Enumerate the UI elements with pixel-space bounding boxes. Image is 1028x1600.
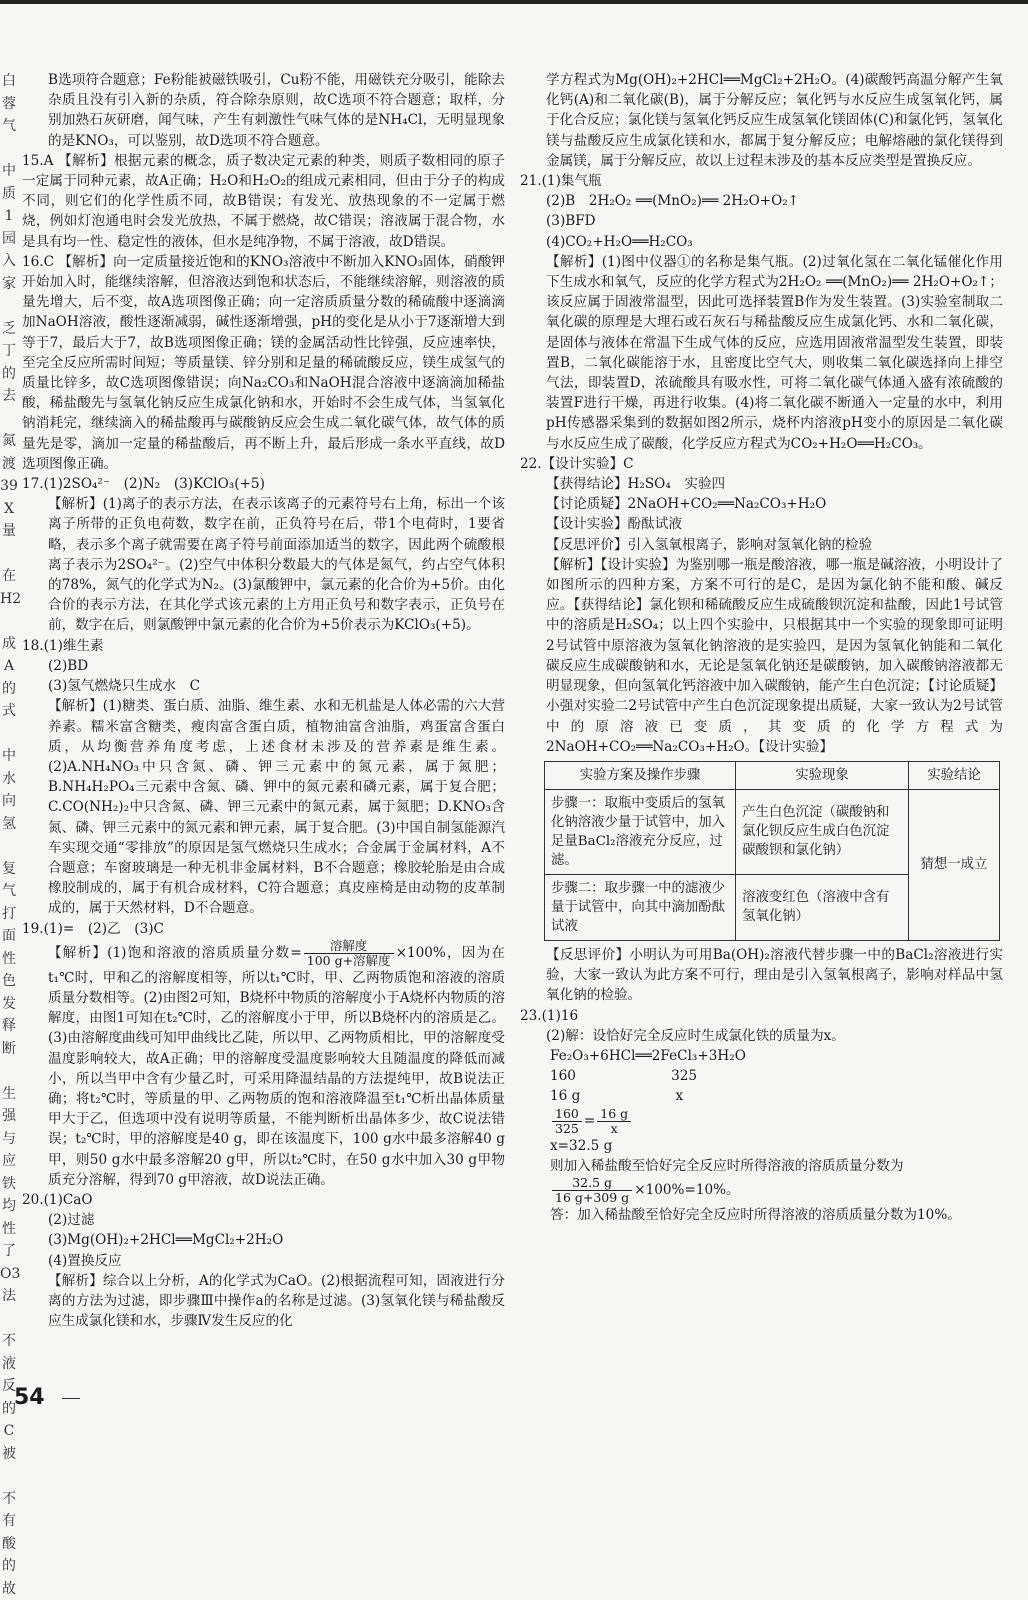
- gutter-char: A: [0, 655, 18, 678]
- gutter-char: [0, 138, 18, 161]
- page-number: 54: [14, 1385, 45, 1410]
- q20-explanation: 【解析】综合以上分析，A的化学式为CaO。(2)根据流程可知，固液进行分离的方法为过滤，即步骤Ⅲ中操作a的名称是过滤。(3)氢氧化镁与稀盐酸反应生成氯化镁和水，步骤Ⅳ发生反应的化: [22, 1271, 505, 1332]
- gutter-char: 打: [0, 903, 18, 926]
- gutter-char: 生: [0, 1083, 18, 1106]
- gutter-char: 质: [0, 183, 18, 206]
- gutter-char: 色: [0, 970, 18, 993]
- left-column: [22, 70, 505, 1331]
- table-cell-conclusion: 猜想一成立: [908, 789, 999, 940]
- q21-answer-1: 21.(1)集气瓶: [520, 171, 1003, 191]
- gutter-char: 复: [0, 858, 18, 881]
- gutter-char: 了: [0, 1240, 18, 1263]
- gutter-char: 渡: [0, 453, 18, 476]
- gutter-char: 入: [0, 250, 18, 273]
- gutter-char: 反: [0, 1375, 18, 1398]
- gutter-char: 去: [0, 385, 18, 408]
- q18-answer-1: 18.(1)维生素: [22, 636, 505, 656]
- gutter-char: [0, 610, 18, 633]
- q21-explanation: 【解析】(1)图中仪器①的名称是集气瓶。(2)过氧化氢在二氧化锰催化作用下生成水和氧气，反应的化学方程式为2H₂O₂ ══(MnO₂)══ 2H₂O+O₂↑；该反应属于固液常温型，因此可选择装置B作为发生装置。(3)实验室制取二氧化碳的原理是大理石或石灰石与稀盐酸反应生成氯化钙、水和二氧化碳，是固体与液体在常温下生成气体的反应，应选用固液常温型发生装置，即装置B，二氧化碳能溶于水，且密度比空气大，则收集二氧化碳选择向上排空气法，即装置D，浓硫酸具有吸水性，可将二氧化碳气体通入盛有浓硫酸的装置F进行干燥，再进行收集。(4)将二氧化碳不断通入一定量的水中，利用pH传感器采集到的数据如图2所示，烧杯内溶液pH变小的原因是二氧化碳与水反应生成了碳酸，化学反应方程式为CO₂+H₂O══H₂CO₃。: [520, 252, 1003, 454]
- gutter-char: [0, 1465, 18, 1488]
- q22-answer-4: 【设计实验】酚酞试液: [520, 514, 1003, 534]
- gutter-char: 铁: [0, 1173, 18, 1196]
- gutter-char: 不: [0, 1488, 18, 1511]
- gutter-char: [0, 295, 18, 318]
- q23-final-answer: 答：加入稀盐酸至恰好完全反应时所得溶液的溶质质量分数为10%。: [520, 1205, 1003, 1225]
- table-header: 实验方案及操作步骤: [545, 761, 736, 789]
- gutter-char: [0, 835, 18, 858]
- q19-explanation: [22, 939, 505, 1190]
- frac-den: x: [597, 1122, 631, 1136]
- gutter-char: C: [0, 1420, 18, 1443]
- q21-answer-2: (2)B 2H₂O₂ ══(MnO₂)══ 2H₂O+O₂↑: [520, 191, 1003, 211]
- q20-continuation: 学方程式为Mg(OH)₂+2HCl══MgCl₂+2H₂O。(4)碳酸钙高温分解产生氧化钙(A)和二氧化碳(B)，属于分解反应；氧化钙与水反应生成氢氧化钙，属于化合反应；氯化镁与氢氧化钙反应生成氢氧化镁固体(C)和氯化钙，氢氧化镁与盐酸反应生成氯化镁和水，都属于复分解反应；电解熔融的氯化镁得到金属镁，属于分解反应，故以上过程未涉及的基本反应类型是置换反应。: [520, 70, 1003, 171]
- q20-answer-3: (3)Mg(OH)₂+2HCl══MgCl₂+2H₂O: [22, 1230, 505, 1250]
- q16-answer: 16.C 【解析】向一定质量接近饱和的KNO₃溶液中不断加入KNO₃固体，硝酸钾开始加入时，能继续溶解，但溶液达到饱和状态后，不能继续溶解，则溶液的质量先增大，后不变，故A选项图像正确；向一定溶质质量分数的稀硫酸中逐滴滴加NaOH溶液，酸性逐渐减弱，碱性逐渐增强，pH的变化是从小于7逐渐增大到等于7，最后大于7，故B选项图像正确；镁的金属活动性比锌强，反应速率快，至完全反应所需时间短；等质量镁、锌分别和足量的稀硫酸反应，镁生成氢气的质量比锌多，故C选项图像错误；向Na₂CO₃和NaOH混合溶液中逐滴滴加稀盐酸，稀盐酸先与氢氧化钠反应生成氯化钠和水，开始时不会生成气体，当氢氧化钠消耗完，继续滴入的稀盐酸再与碳酸钠反应会生成二氧化碳气体，故气体的质量先是零，滴加一定量的稀盐酸后，再不断上升，最后形成一条水平直线，故D选项图像正确。: [22, 252, 505, 474]
- q15-answer: 15.A 【解析】根据元素的概念，质子数决定元素的种类，则质子数相同的原子一定属于同种元素，故A正确；H₂O和H₂O₂的组成元素相同，但由于分子的构成不同，则它们的化学性质不同，故B错误；有发光、放热现象的不一定属于燃烧，例如灯泡通电时会发光放热，不属于燃烧，故C错误；溶液属于混合物，水是具有均一性、稳定性的液体，但水是纯净物，不属于溶液，故D错误。: [22, 151, 505, 252]
- q23-proportion: $\frac{160}{325}$ = $\frac{16 g}{x}$: [520, 1107, 1003, 1136]
- q22-explanation: 【解析】【设计实验】为鉴别哪一瓶是酸溶液，哪一瓶是碱溶液，小明设计了如图所示的四种方案，方案不可行的是C，是因为氯化钠不能和酸、碱反应。【获得结论】氯化钡和稀硫酸反应生成硫酸钡沉淀和盐酸，因此1号试管中的溶质是H₂SO₄；以上四个实验中，只根据其中一个实验的现象即可证明2号试管中原溶液为氢氧化钠溶液的是实验四，是因为氢氧化钠能和二氧化碳反应生成碳酸钠和水，无论是氢氧化钠还是碳酸钠，加入碳酸钠溶液都无明显现象，但向氢氧化钙溶液中加入碳酸钠，能产生白色沉淀；【讨论质疑】小强对实验二2号试管中产生白色沉淀现象提出质疑，大家一致认为2号试管中的原溶液已变质，其变质的化学方程式为2NaOH+CO₂══Na₂CO₃+H₂O。【设计实验】: [520, 555, 1003, 757]
- q23-result-text: ×100%=10%。: [634, 1182, 739, 1198]
- gutter-char: 的: [0, 363, 18, 386]
- gutter-char: O3: [0, 1263, 18, 1286]
- gutter-char: 故: [0, 1578, 18, 1600]
- frac-num: 16 g: [597, 1107, 631, 1122]
- q23-equation: Fe₂O₃+6HCl══2FeCl₃+3H₂O: [520, 1046, 1003, 1066]
- table-header: 实验结论: [908, 761, 999, 789]
- q18-explanation: 【解析】(1)糖类、蛋白质、油脂、维生素、水和无机盐是人体必需的六大营养素。糯米富含糖类，瘦肉富含蛋白质，植物油富含油脂，鸡蛋富含蛋白质，从均衡营养角度考虑，上述食材未涉及的营养素是维生素。(2)A.NH₄NO₃中只含氮、磷、钾三元素中的氮元素，属于氮肥；B.NH₄H₂PO₄三元素中含氮、磷、钾中的氮元素和磷元素，属于复合肥；C.CO(NH₂)₂中只含氮、磷、钾三元素中的氮元素，属于氮肥；D.KNO₃含氮、磷、钾三元素中的氮元素和钾元素，属于复合肥。(3)中国自制氢能源汽车实现交通“零排放”的原因是氢气燃烧只生成水；合金属于金属材料，A不合题意；车窗玻璃是一种无机非金属材料，B不合题意；橡胶轮胎是由合成橡胶制成的，属于有机合成材料，C符合题意；真皮座椅是由动物的皮革制成的，属于天然材料，D不合题意。: [22, 696, 505, 918]
- gutter-char: [0, 408, 18, 431]
- gutter-char: 性: [0, 948, 18, 971]
- gutter-char: 水: [0, 768, 18, 791]
- q23-x-value: x=32.5 g: [520, 1136, 1003, 1156]
- q23-answer-1: 23.(1)16: [520, 1006, 1003, 1026]
- gutter-char: 39: [0, 475, 18, 498]
- gutter-char: 的: [0, 1398, 18, 1421]
- q19-frac-num: 溶解度: [304, 939, 394, 954]
- table-header: 实验现象: [736, 761, 909, 789]
- experiment-table: [544, 761, 1000, 941]
- gutter-char: 园: [0, 228, 18, 251]
- table-cell-step: 步骤一：取瓶中变质后的氢氧化钠溶液少量于试管中，加入足量BaCl₂溶液充分反应，过滤。: [545, 789, 736, 874]
- q22-reflection: 【反思评价】小明认为可用Ba(OH)₂溶液代替步骤一中的BaCl₂溶液进行实验，大家一致认为此方案不可行，理由是引入氢氧根离子，影响对样品中氢氧化钠的检验。: [520, 945, 1003, 1006]
- gutter-char: 强: [0, 1105, 18, 1128]
- gutter-char: 不: [0, 1330, 18, 1353]
- gutter-char: 被: [0, 1443, 18, 1466]
- gutter-char: X: [0, 498, 18, 521]
- q18-answer-2: (2)BD: [22, 656, 505, 676]
- table-cell-phenomenon: 溶液变红色（溶液中含有氢氧化钠）: [736, 874, 909, 940]
- q20-answer-1: 20.(1)CaO: [22, 1190, 505, 1210]
- q19-fraction: [304, 939, 394, 968]
- gutter-char: 1: [0, 205, 18, 228]
- q23-frac-left: [552, 1107, 582, 1136]
- frac-den: 16 g+309 g: [552, 1191, 632, 1205]
- q23-then: 则加入稀盐酸至恰好完全反应时所得溶液的溶质质量分数为: [520, 1156, 1003, 1176]
- q22-answer-1: 22.【设计实验】C: [520, 454, 1003, 474]
- q18-answer-3: (3)氢气燃烧只生成水 C: [22, 676, 505, 696]
- gutter-char: 成: [0, 633, 18, 656]
- gutter-char: 法: [0, 1285, 18, 1308]
- gutter-char: 有: [0, 1510, 18, 1533]
- q19-frac-den: 100 g+溶解度: [304, 954, 394, 968]
- gutter-char: 氮: [0, 430, 18, 453]
- q20-answer-2: (2)过滤: [22, 1210, 505, 1230]
- gutter-char: 酸: [0, 1533, 18, 1556]
- q19-exp-b: ×100%，因为在t₁℃时，甲和乙的溶解度相等，所以t₁℃时，甲、乙两物质饱和溶液的溶质质量分数相等。(2)由图2可知，B烧杯中物质的溶解度小于A烧杯内物质的溶解度，由图1可知在t₂℃时，乙的溶解度小于甲，所以B烧杯内的溶质是乙。(3)由溶解度曲线可知甲曲线比乙陡，所以甲、乙两物质相比，甲的溶解度受温度影响较大，故A正确；甲的溶解度受温度影响较大且随温度的降低而减小，所以当甲中含有少量乙时，可采用降温结晶的方法提纯甲，故B说法正确；将t₂℃时，等质量的甲、乙两物质的饱和溶液降温至t₁℃析出晶体质量甲大于乙，但选项中没有说明等质量，不能判断析出晶体多少，故C说法错误；t₂℃时，甲的溶解度是40 g，即在该温度下，100 g水中最多溶解40 g甲，则50 g水中最多溶解20 g甲，所以t₂℃时，在50 g水中加入30 g甲物质充分溶解，得到70 g甲溶液，故D说法正确。: [48, 945, 505, 1188]
- gutter-char: [0, 1060, 18, 1083]
- gutter-char: 中: [0, 160, 18, 183]
- gutter-char: 均: [0, 1195, 18, 1218]
- gutter-char: 丁: [0, 340, 18, 363]
- gutter-char: 的: [0, 678, 18, 701]
- gutter-char: 式: [0, 700, 18, 723]
- q23-mass-1: 160 325: [520, 1066, 1003, 1086]
- q21-answer-4: (4)CO₂+H₂O══H₂CO₃: [520, 232, 1003, 252]
- frac-den: 325: [552, 1122, 582, 1136]
- q14-continuation: B选项符合题意；Fe粉能被磁铁吸引，Cu粉不能，用磁铁充分吸引，能除去杂质且没有引入新的杂质，符合除杂原则，故C选项不符合题意；取样，分别加熟石灰研磨，闻气味，产生有刺激性气味气体的是NH₄Cl，无明显现象的是KNO₃，可以鉴别，故D选项不符合题意。: [22, 70, 505, 151]
- gutter-char: 释: [0, 1015, 18, 1038]
- q22-answer-3: 【讨论质疑】2NaOH+CO₂══Na₂CO₃+H₂O: [520, 494, 1003, 514]
- page-number-dash: [62, 1398, 80, 1399]
- gutter-char: 的: [0, 1555, 18, 1578]
- q17-answer: 17.(1)2SO₄²⁻ (2)N₂ (3)KClO₃(+5): [22, 474, 505, 494]
- frac-num: 160: [552, 1107, 582, 1122]
- left-gutter-text: [0, 70, 18, 1390]
- q21-answer-3: (3)BFD: [520, 211, 1003, 231]
- gutter-char: 氢: [0, 813, 18, 836]
- frac-num: 32.5 g: [552, 1176, 632, 1191]
- gutter-char: 断: [0, 1038, 18, 1061]
- gutter-char: 气: [0, 115, 18, 138]
- gutter-char: 蓉: [0, 93, 18, 116]
- table-header-row: [545, 761, 1000, 789]
- q22-answer-2: 【获得结论】H₂SO₄ 实验四: [520, 474, 1003, 494]
- q23-mass-2: 16 g x: [520, 1086, 1003, 1106]
- q23-frac-right: [597, 1107, 631, 1136]
- q23-answer-2: (2)解：设恰好完全反应时生成氯化铁的质量为x。: [520, 1026, 1003, 1046]
- gutter-char: 向: [0, 790, 18, 813]
- gutter-char: 液: [0, 1353, 18, 1376]
- gutter-char: 量: [0, 520, 18, 543]
- q19-answer: 19.(1)= (2)乙 (3)C: [22, 919, 505, 939]
- q23-frac-result: [552, 1176, 632, 1205]
- gutter-char: 在: [0, 565, 18, 588]
- gutter-char: [0, 543, 18, 566]
- q23-result: [520, 1176, 1003, 1205]
- gutter-char: H2: [0, 588, 18, 611]
- table-cell-step: 步骤二：取步骤一中的滤液少量于试管中，向其中滴加酚酞试液: [545, 874, 736, 940]
- q19-exp-a: 【解析】(1)饱和溶液的溶质质量分数=: [48, 945, 302, 961]
- table-row: [545, 789, 1000, 874]
- right-column: [520, 70, 1003, 1225]
- gutter-char: 发: [0, 993, 18, 1016]
- gutter-char: [0, 1308, 18, 1331]
- q20-answer-4: (4)置换反应: [22, 1251, 505, 1271]
- q17-explanation: 【解析】(1)离子的表示方法，在表示该离子的元素符号右上角，标出一个该离子所带的正负电荷数，数字在前，正负符号在后，带1个电荷时，1要省略，表示多个离子就需要在离子符号前面添加适当的数字，因此两个硫酸根离子表示为2SO₄²⁻。(2)空气中体积分数最大的气体是氮气，约占空气体积的78%，氮气的化学式为N₂。(3)氯酸钾中，氯元素的化合价为+5价。由化合价的表示方法，在其化学式该元素的上方用正负号和数字表示，正负号在前，数字在后，则氯酸钾中氯元素的化合价为+5价表示为KClO₃(+5)。: [22, 494, 505, 635]
- table-cell-phenomenon: 产生白色沉淀（碳酸钠和氯化钡反应生成白色沉淀碳酸钡和氯化钠）: [736, 789, 909, 874]
- gutter-char: 白: [0, 70, 18, 93]
- gutter-char: [0, 723, 18, 746]
- gutter-char: 面: [0, 925, 18, 948]
- gutter-char: 乏: [0, 318, 18, 341]
- gutter-char: 应: [0, 1150, 18, 1173]
- gutter-char: 中: [0, 745, 18, 768]
- top-rule: [0, 0, 1028, 4]
- gutter-char: 家: [0, 273, 18, 296]
- gutter-char: 气: [0, 880, 18, 903]
- q22-answer-5: 【反思评价】引入氢氧根离子，影响对氢氧化钠的检验: [520, 535, 1003, 555]
- gutter-char: 与: [0, 1128, 18, 1151]
- gutter-char: 性: [0, 1218, 18, 1241]
